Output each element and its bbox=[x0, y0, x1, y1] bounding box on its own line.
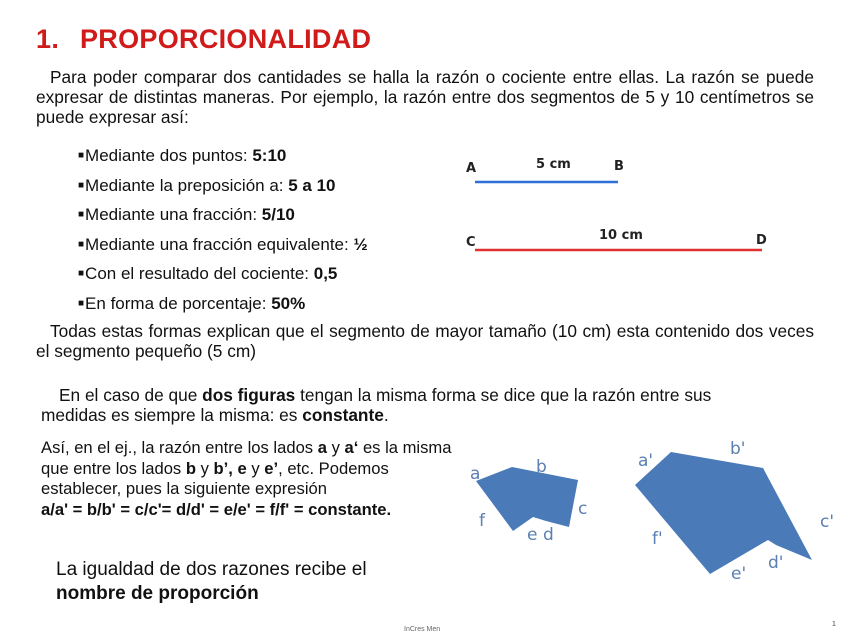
small-label-f: f bbox=[479, 511, 485, 531]
list-item: ■En forma de porcentaje: 50% bbox=[78, 293, 306, 313]
large-polygon-shape bbox=[635, 452, 812, 574]
list-item: ■Mediante una fracción: 5/10 bbox=[78, 205, 295, 224]
figures-paragraph: En el caso de que dos figuras tengan la misma forma se dice que la razón entre sus medidas es siempre la misma: es constante. bbox=[41, 385, 712, 425]
segment-ab-end-label: B bbox=[614, 159, 624, 174]
intro-paragraph: Para poder comparar dos cantidades se halla la razón o cociente entre ellas. La razón se puede expresar de distintas maneras. Por ejemplo, la razón entre dos segmentos de 5 y 10 centímetros se puede expresar así: bbox=[36, 67, 814, 127]
segment-cd-start-label: C bbox=[466, 235, 476, 250]
large-label-a: a' bbox=[638, 451, 654, 471]
square-bullet-icon: ■ bbox=[78, 150, 85, 161]
square-bullet-icon: ■ bbox=[78, 209, 85, 220]
example-paragraph: Así, en el ej., la razón entre los lados a y a‘ es la misma que entre los lados b y b’, e y e’, etc. Podemos establecer, pues la siguiente expresión a/a' = b/b' = c/c'= d/d' = e/e' = f/f' = constante. bbox=[41, 438, 452, 519]
large-label-c: c' bbox=[820, 512, 835, 532]
segment-ab-length-label: 5 cm bbox=[536, 157, 571, 172]
small-label-b: b bbox=[536, 457, 547, 477]
segment-cd-end-label: D bbox=[756, 233, 767, 248]
square-bullet-icon: ■ bbox=[78, 179, 85, 191]
square-bullet-icon: ■ bbox=[78, 238, 85, 250]
large-label-b: b' bbox=[730, 439, 746, 459]
small-label-c: c bbox=[578, 499, 588, 519]
segment-ab-start-label: A bbox=[466, 161, 477, 176]
small-label-e: e bbox=[527, 525, 538, 545]
small-label-d: d bbox=[543, 525, 554, 545]
list-item: ■Con el resultado del cociente: 0,5 bbox=[78, 264, 338, 283]
conclusion-paragraph: Todas estas formas explican que el segmento de mayor tamaño (10 cm) esta contenido dos veces el segmento pequeño (5 cm) bbox=[36, 321, 814, 361]
square-bullet-icon: ■ bbox=[78, 297, 85, 309]
small-polygon-shape bbox=[476, 467, 578, 531]
large-label-e: e' bbox=[731, 564, 747, 584]
large-label-f: f' bbox=[652, 529, 663, 549]
closing-statement: La igualdad de dos razones recibe el nombre de proporción bbox=[56, 559, 367, 604]
segment-cd-length-label: 10 cm bbox=[599, 228, 643, 243]
square-bullet-icon: ■ bbox=[78, 268, 85, 279]
large-label-d: d' bbox=[768, 553, 784, 573]
list-item: ■Mediante una fracción equivalente: ½ bbox=[78, 234, 368, 254]
section-number: 1. bbox=[36, 24, 60, 54]
footer-text: InCres Men bbox=[404, 626, 441, 633]
small-label-a: a bbox=[470, 464, 481, 484]
list-item: ■Mediante la preposición a: 5 a 10 bbox=[78, 175, 336, 195]
section-title: PROPORCIONALIDAD bbox=[80, 24, 372, 54]
proportion-expression: a/a' = b/b' = c/c'= d/d' = e/e' = f/f' = constante. bbox=[41, 499, 392, 519]
page-number: 1 bbox=[832, 621, 836, 628]
list-item: ■Mediante dos puntos: 5:10 bbox=[78, 146, 287, 165]
